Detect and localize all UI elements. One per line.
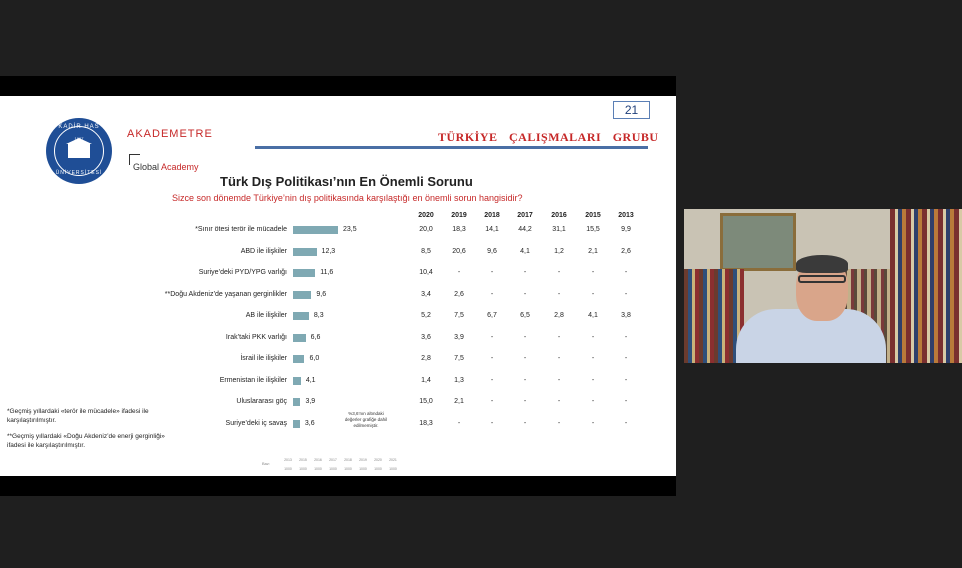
category-label: Uluslararası göç (236, 398, 287, 405)
footnote-mediterranean: **Geçmiş yıllardaki «Doğu Akdeniz’de enerji gerginliği» ifadesi ile karşılaştırılmıştır. (7, 433, 165, 449)
bar (293, 248, 317, 256)
base-year: 2015 (299, 458, 307, 462)
threshold-note: %3,6’nın altındaki değerler grafiğe dahil edilmemiştir. (344, 411, 388, 428)
base-value: 1000 (284, 467, 292, 471)
akademetre-logo: AKADEMETRE (127, 128, 213, 140)
table-cell: 2,8 (421, 355, 431, 362)
table-cell: - (624, 333, 628, 341)
table-cell: 3,8 (621, 312, 631, 319)
bar-value-label: 3,9 (305, 398, 316, 405)
base-value: 1000 (344, 467, 352, 471)
bar-value-label: 8,3 (313, 312, 324, 319)
table-cell: - (490, 398, 494, 405)
table-cell: 10,4 (419, 269, 433, 276)
table-cell: - (557, 376, 561, 384)
table-cell: - (557, 419, 561, 427)
table-cell: - (457, 419, 461, 427)
year-header-2020: 2020 (418, 212, 434, 219)
category-label: **Doğu Akdeniz’de yaşanan gerginlikler (164, 290, 287, 298)
table-cell: - (490, 333, 494, 341)
year-header-2013: 2013 (618, 212, 634, 219)
footnote-terror: *Geçmiş yıllardaki «terör ile mücadele» ifadesi ile karşılaştırılmıştır. (7, 408, 149, 424)
academy-text: Academy (161, 162, 199, 172)
table-cell: - (591, 376, 595, 384)
base-year: 2019 (359, 458, 367, 462)
table-cell: - (624, 376, 628, 384)
table-cell: - (490, 419, 494, 427)
table-cell: - (490, 269, 494, 276)
bar-value-label: 9,6 (316, 290, 327, 298)
bar-value-label: 23,5 (343, 226, 357, 233)
header-divider (255, 146, 648, 149)
table-cell: - (523, 290, 527, 298)
table-cell: - (624, 398, 628, 405)
year-header-2016: 2016 (551, 212, 567, 219)
bar (293, 355, 304, 363)
slide-title: Türk Dış Politikası’nın En Önemli Sorunu (220, 174, 473, 189)
table-cell: 6,5 (520, 312, 530, 319)
table-cell: 2,1 (454, 398, 464, 405)
table-cell: 2,8 (554, 312, 564, 319)
table-cell: - (591, 419, 595, 427)
bar (293, 312, 309, 320)
bar (293, 269, 315, 277)
table-cell: 20,6 (452, 247, 466, 255)
table-cell: 3,4 (421, 290, 431, 298)
table-cell: - (591, 355, 595, 362)
global-academy-logo (133, 158, 209, 176)
survey-question: Sizce son dönemde Türkiye’nin dış politikasında karşılaştığı en önemli sorun hangisidir? (172, 193, 523, 203)
table-cell: - (591, 269, 595, 276)
category-label: Suriye’deki PYD/YPG varlığı (198, 269, 287, 276)
base-year: 2021 (389, 458, 397, 462)
table-cell: 1,3 (454, 376, 464, 384)
table-cell: - (557, 398, 561, 405)
table-cell: 31,1 (552, 226, 566, 233)
table-cell: 9,9 (621, 226, 631, 233)
year-header-2015: 2015 (585, 212, 601, 219)
table-cell: 3,9 (454, 333, 464, 341)
group-name: TÜRKİYE ÇALIŞMALARI GRUBU (438, 130, 659, 144)
bar-value-label: 6,0 (309, 355, 320, 362)
table-cell: 6,7 (487, 312, 497, 319)
table-cell: 1,4 (421, 376, 431, 384)
table-cell: - (557, 290, 561, 298)
table-cell: 44,2 (518, 226, 532, 233)
seal-text-bottom: ÜNİVERSİTESİ (55, 170, 103, 176)
bar-value-label: 3,6 (304, 419, 315, 427)
base-value: 1000 (314, 467, 322, 471)
table-cell: 7,5 (454, 355, 464, 362)
bar-value-label: 6,6 (310, 333, 321, 341)
base-year: 2020 (374, 458, 382, 462)
table-cell: - (523, 355, 527, 362)
base-year: 2017 (329, 458, 337, 462)
table-cell: - (490, 376, 494, 384)
table-cell: 9,6 (487, 247, 497, 255)
participant-video[interactable] (684, 209, 962, 363)
table-cell: 20,0 (419, 226, 433, 233)
wall-painting (720, 213, 796, 271)
table-cell: - (624, 290, 628, 298)
table-cell: - (624, 269, 628, 276)
table-cell: 18,3 (452, 226, 466, 233)
table-cell: - (624, 419, 628, 427)
table-cell: - (490, 290, 494, 298)
table-cell: 2,6 (621, 247, 631, 255)
table-cell: 14,1 (485, 226, 499, 233)
base-value: 1000 (359, 467, 367, 471)
shared-screen (0, 76, 676, 496)
person-hair (796, 255, 848, 273)
table-cell: - (591, 290, 595, 298)
base-value: 1000 (329, 467, 337, 471)
base-value: 1000 (389, 467, 397, 471)
bar-value-label: 4,1 (305, 376, 316, 384)
bookshelf-left (684, 269, 744, 363)
table-cell: 4,1 (520, 247, 530, 255)
bar-value-label: 11,6 (320, 269, 334, 276)
table-cell: 18,3 (419, 419, 433, 427)
university-seal-icon (46, 118, 112, 184)
year-header-2019: 2019 (451, 212, 467, 219)
category-label: Irak’taki PKK varlığı (225, 333, 287, 341)
table-cell: - (624, 355, 628, 362)
glasses-icon (798, 275, 846, 283)
bar-value-label: 12,3 (321, 247, 336, 255)
table-cell: 7,5 (454, 312, 464, 319)
category-label: *Sınır ötesi terör ile mücadele (195, 226, 287, 233)
table-cell: - (523, 398, 527, 405)
base-value: 1000 (299, 467, 307, 471)
table-cell: - (557, 355, 561, 362)
table-cell: - (523, 419, 527, 427)
table-cell: - (523, 333, 527, 341)
seal-text-top: KADİR HAS (58, 124, 100, 130)
base-label: Baz: (262, 461, 271, 466)
category-label: İsrail ile ilişkiler (240, 355, 287, 362)
base-value: 1000 (374, 467, 382, 471)
year-header-2017: 2017 (517, 212, 533, 219)
table-cell: 15,0 (419, 398, 433, 405)
bookshelf-right (890, 209, 962, 363)
bar (293, 334, 306, 342)
year-header-2018: 2018 (484, 212, 500, 219)
bar (293, 226, 338, 234)
table-cell: - (457, 269, 461, 276)
presentation-slide (0, 96, 676, 476)
table-cell: - (591, 333, 595, 341)
table-cell: 3,6 (421, 333, 431, 341)
base-year: 2016 (314, 458, 322, 462)
category-label: Ermenistan ile ilişkiler (219, 376, 287, 384)
table-cell: 15,5 (586, 226, 600, 233)
table-cell: - (523, 269, 527, 276)
seal-year: 1997 (74, 136, 84, 141)
category-label: AB ile ilişkiler (245, 312, 287, 319)
table-cell: 8,5 (421, 247, 431, 255)
bar (293, 377, 301, 385)
bar (293, 420, 300, 428)
category-label: Suriye’deki iç savaş (225, 419, 287, 427)
table-cell: - (557, 269, 561, 276)
bar (293, 398, 300, 406)
page-number: 21 (613, 101, 650, 119)
table-cell: 5,2 (421, 312, 431, 319)
bar (293, 291, 311, 299)
base-year: 2013 (284, 458, 292, 462)
base-year: 2018 (344, 458, 352, 462)
table-cell: - (557, 333, 561, 341)
table-cell: - (490, 355, 494, 362)
table-cell: - (591, 398, 595, 405)
table-cell: 2,6 (454, 290, 464, 298)
table-cell: 4,1 (588, 312, 598, 319)
table-cell: 2,1 (588, 247, 598, 255)
table-cell: 1,2 (554, 247, 564, 255)
global-text: Global (133, 162, 160, 172)
table-cell: - (523, 376, 527, 384)
category-label: ABD ile ilişkiler (240, 247, 287, 255)
